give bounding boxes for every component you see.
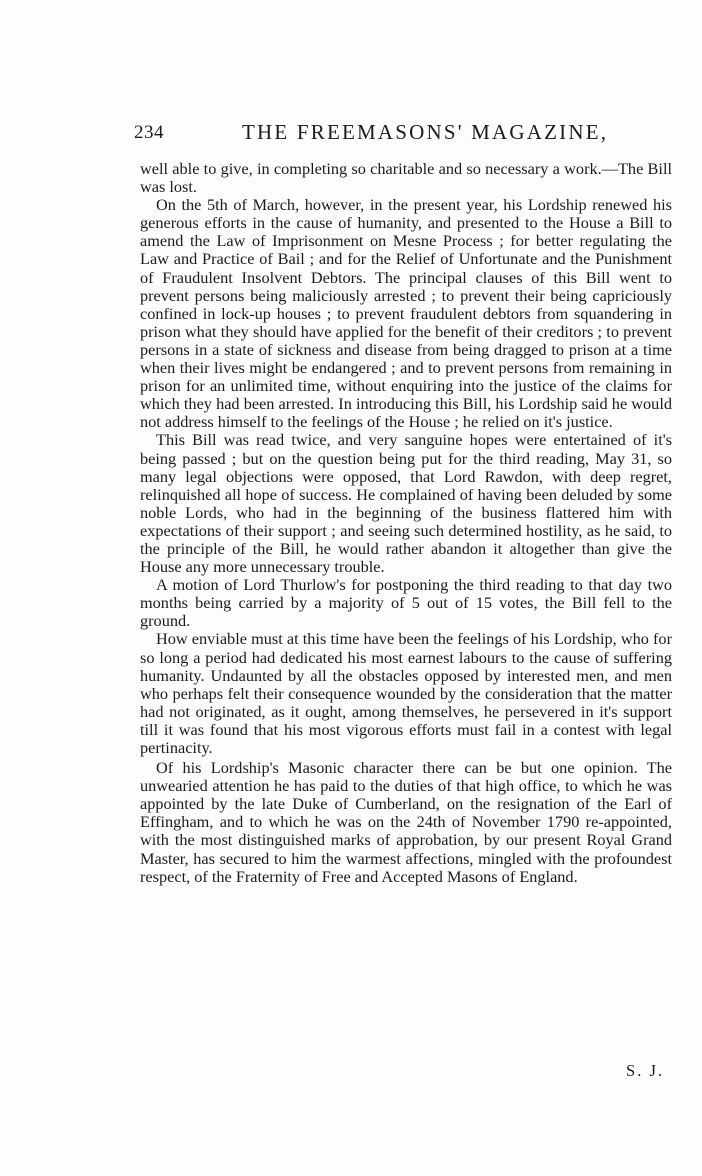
page-number: 234 [134, 122, 164, 143]
paragraph-continuation: well able to give, in completing so charitable and so necessary a work.—The Bill was lost. [140, 159, 672, 197]
running-title: THE FREEMASONS' MAGAZINE, [242, 120, 609, 144]
paragraph-bill-introduced: On the 5th of March, however, in the present year, his Lordship renewed his generous efforts in the cause of humanity, and presented to the House a Bill to amend the Law of Imprisonment on Mesne Process ; for better regulating the Law and Practice of Bail ; and for the Relief of Unfortunate and the Punishment of Fraudulent Insolvent Debtors. The principal clauses of this Bill went to prevent persons being maliciously arrested ; to prevent their being capriciously confined in lock-up houses ; to prevent fraudulent debtors from squandering in prison what they should have applied for the benefit of their creditors ; to prevent persons in a state of sickness and disease from being dragged to prison at a time when their lives might be endangered ; and to prevent persons from remaining in prison for an unlimited time, without enquiring into the justice of the claims for which they had been arrested. In introducing this Bill, his Lordship said he would not address himself to the feelings of the House ; he relied on it's justice. [140, 195, 672, 432]
paragraph-masonic-character: Of his Lordship's Masonic character there can be but one opinion. The unwearied attention he has paid to the duties of that high office, to which he was appointed by the late Duke of Cumberland, on the resignation of the Earl of Effingham, and to which he was on the 24th of November 1790 re-appointed, with the most distinguished marks of approbation, by our present Royal Grand Master, has secured to him the warmest affections, mingled with the profoundest respect, of the Fraternity of Free and Accepted Masons of England. [140, 758, 672, 886]
paragraph-motion: A motion of Lord Thurlow's for postponing the third reading to that day two months being carried by a majority of 5 out of 15 votes, the Bill fell to the ground. [140, 575, 672, 631]
page-header [134, 122, 674, 152]
paragraph-feelings: How enviable must at this time have been the feelings of his Lordship, who for so long a period had dedicated his most earnest labours to the cause of suffering humanity. Undaunted by all the obstacles opposed by interested men, and men who perhaps felt their consequence wounded by the consideration that the matter had not originated, as it ought, among themselves, he persevered in it's support till it was found that his most vigorous efforts must fail in a contest with legal pertinacity. [140, 629, 672, 757]
author-signature: S. J. [626, 1061, 664, 1080]
article-body [140, 160, 672, 886]
paragraph-bill-read: This Bill was read twice, and very sanguine hopes were entertained of it's being passed ; but on the question being put for the third reading, May 31, so many legal objections were opposed, that Lord Rawdon, with deep regret, relinquished all hope of success. He complained of having been deluded by some noble Lords, who had in the beginning of the business flattered him with expectations of their support ; and seeing such determined hostility, as he said, to the principle of the Bill, he would rather abandon it altogether than give the House any more unnecessary trouble. [140, 430, 672, 577]
